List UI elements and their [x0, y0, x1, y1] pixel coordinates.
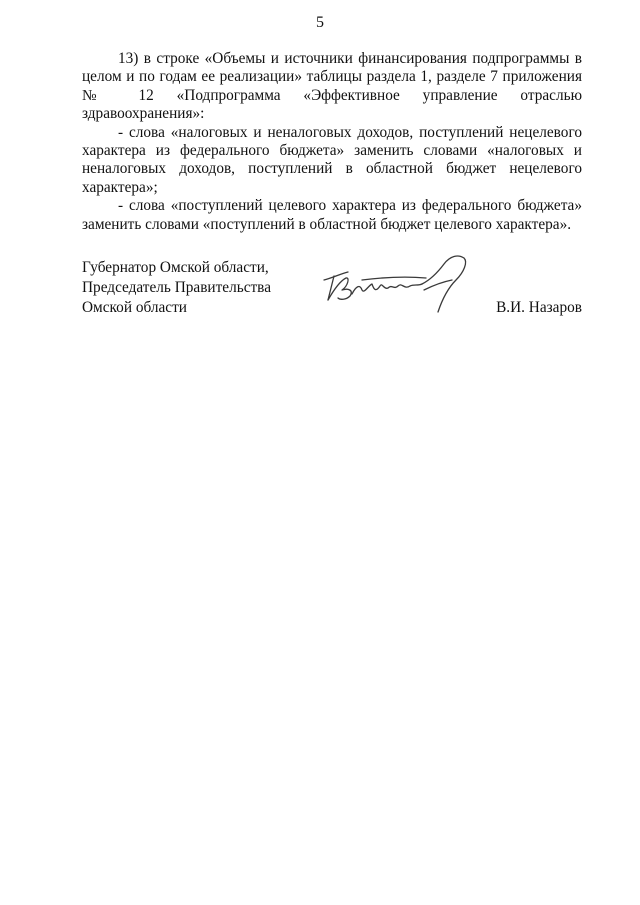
- paragraph-replacement-2: - слова «поступлений целевого характера из федерального бюджета» заменить словами «поступлений в областной бюджет целевого характера».: [82, 197, 582, 233]
- signatory-title-line-1: Губернатор Омской области,: [82, 259, 269, 276]
- signatory-name: В.И. Назаров: [496, 299, 582, 316]
- signatory-title-line-3: Омской области: [82, 299, 187, 316]
- signatory-title: [82, 258, 271, 318]
- handwritten-signature: [318, 250, 498, 328]
- page-number: 5: [316, 14, 324, 31]
- signatory-title-line-2: Председатель Правительства: [82, 279, 271, 296]
- document-body: [82, 50, 582, 234]
- paragraph-replacement-1: - слова «налоговых и неналоговых доходов, поступлений нецелевого характера из федерального бюджета» заменить словами «налоговых и неналоговых доходов, поступлений в областной бюджет нецелевого характера»;: [82, 123, 582, 196]
- paragraph-item-13: 13) в строке «Объемы и источники финансирования подпрограммы в целом и по годам ее реализации» таблицы раздела 1, разделе 7 приложения № 12 «Подпрограмма «Эффективное управление отраслью здравоохранения»:: [82, 50, 582, 123]
- signature-block: [82, 258, 582, 338]
